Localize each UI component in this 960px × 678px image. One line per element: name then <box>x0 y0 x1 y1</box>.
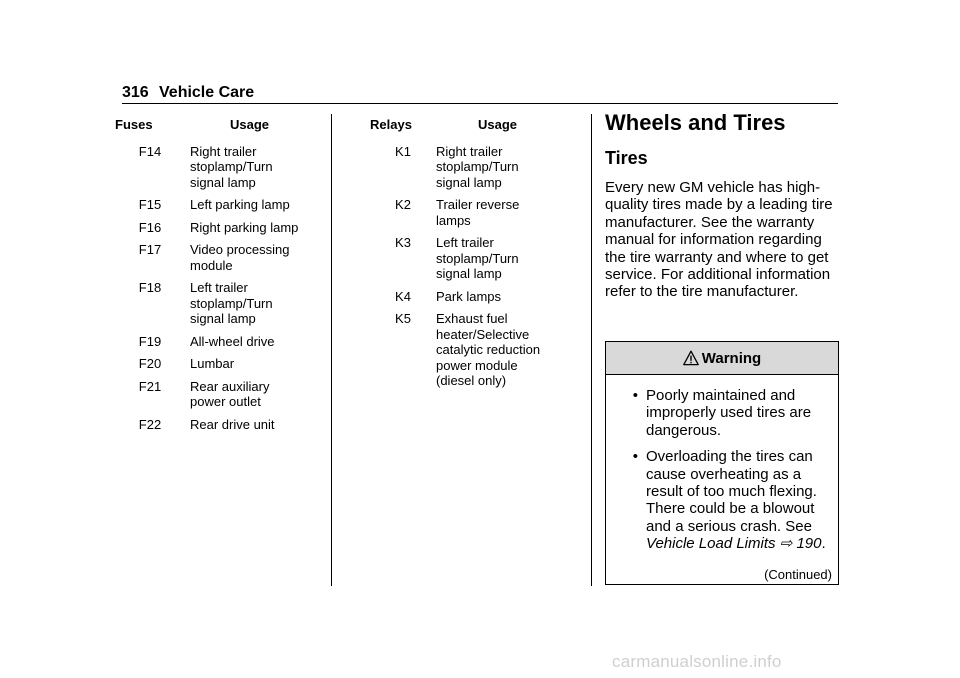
warning-label: Warning <box>701 349 762 367</box>
table-row <box>113 417 360 440</box>
usage-line: stoplamp/Turn <box>190 159 273 174</box>
usage-line: stoplamp/Turn <box>436 159 519 174</box>
table-row <box>113 144 360 198</box>
usage-line: signal lamp <box>436 174 502 190</box>
table-row <box>370 144 613 198</box>
bullet-glyph: • <box>632 387 638 404</box>
row-usage <box>187 220 360 243</box>
row-id: F15 <box>138 197 162 212</box>
usage-line: heater/Selective <box>436 326 530 342</box>
tires-subtitle: Tires <box>605 148 648 168</box>
usage-line: stoplamp/Turn <box>190 295 273 311</box>
table-row <box>113 220 360 243</box>
row-id: K2 <box>395 197 411 212</box>
warning-icon <box>683 350 699 366</box>
row-usage <box>187 197 360 220</box>
usage-line: Trailer reverse <box>436 197 520 212</box>
wheels-title: Wheels and Tires <box>605 110 786 135</box>
usage-line: Right parking lamp <box>190 219 299 235</box>
relays-body <box>370 144 613 396</box>
usage-line: signal lamp <box>436 266 502 281</box>
usage-line: Video processing <box>190 242 290 257</box>
row-usage <box>187 379 360 417</box>
row-id: K3 <box>395 235 411 250</box>
usage-line: signal lamp <box>190 174 256 190</box>
usage-line: Lumbar <box>190 356 235 371</box>
table-row <box>113 280 360 334</box>
page-header <box>122 84 838 104</box>
wheels-section <box>605 108 840 301</box>
relays-table <box>370 117 613 396</box>
relays-header-id: Relays <box>370 117 412 132</box>
section-title: Vehicle Care <box>159 84 255 101</box>
row-id: F21 <box>138 378 162 394</box>
table-row <box>370 235 613 289</box>
fuses-body <box>113 144 360 440</box>
row-usage <box>187 417 360 440</box>
table-row <box>113 197 360 220</box>
row-usage <box>436 197 613 235</box>
page-number: 316 <box>122 84 149 101</box>
table-row <box>370 197 613 235</box>
row-id: F16 <box>138 219 162 235</box>
usage-line: stoplamp/Turn <box>436 250 519 266</box>
bullet-text <box>646 448 830 552</box>
warning-body <box>606 375 838 553</box>
row-usage <box>436 289 613 312</box>
cross-reference-link[interactable]: Vehicle Load Limits <box>646 535 776 553</box>
table-row <box>113 242 360 280</box>
continued-note: (Continued) <box>764 567 832 582</box>
row-id: K1 <box>395 143 411 159</box>
usage-line: (diesel only) <box>436 373 507 388</box>
warning-bullet <box>606 448 830 552</box>
warning-header <box>606 342 838 375</box>
usage-line: signal lamp <box>190 311 256 326</box>
usage-line: Right trailer <box>190 143 257 159</box>
fuses-header-id: Fuses <box>115 117 153 132</box>
row-usage <box>187 144 360 198</box>
usage-line: Left trailer <box>190 280 248 295</box>
header-rule <box>122 103 838 104</box>
bullet-tail: . <box>821 535 826 553</box>
table-row <box>113 334 360 357</box>
bullet-text: Poorly maintained and improperly used tires are dangerous. <box>646 387 812 439</box>
row-id: F18 <box>138 280 162 295</box>
usage-line: power outlet <box>190 394 261 409</box>
usage-line: Left trailer <box>436 235 494 250</box>
row-id: F17 <box>138 242 162 257</box>
tires-paragraph: Every new GM vehicle has high-quality tires made by a leading tire manufacturer. See the warranty manual for information regarding the tire warranty and where to get service. For additional information refer to the tire manufacturer. <box>605 179 833 301</box>
usage-line: lamps <box>436 212 471 228</box>
usage-line: power module <box>436 357 518 373</box>
table-row <box>370 311 613 396</box>
row-id: F20 <box>138 356 162 371</box>
row-id: K4 <box>395 288 411 304</box>
usage-line: Park lamps <box>436 288 502 304</box>
row-usage <box>436 235 613 289</box>
bullet-text-main: Overloading the tires can cause overheating as a result of too much flexing. There could be a blowout and a serious crash. See <box>646 448 817 535</box>
table-row <box>113 379 360 417</box>
usage-line: Rear drive unit <box>190 416 275 432</box>
row-id: F14 <box>138 143 162 159</box>
fuses-table <box>113 117 360 439</box>
usage-line: Right trailer <box>436 143 503 159</box>
warning-bullet <box>606 387 830 439</box>
row-usage <box>436 144 613 198</box>
row-usage <box>436 311 613 396</box>
table-row <box>113 356 360 379</box>
usage-line: Rear auxiliary <box>190 378 270 394</box>
usage-line: Exhaust fuel <box>436 311 508 326</box>
warning-box <box>605 341 839 585</box>
usage-line: All-wheel drive <box>190 333 275 349</box>
row-usage <box>187 334 360 357</box>
page-arrow-icon: ⇨ <box>779 535 793 553</box>
row-usage <box>187 242 360 280</box>
row-usage <box>187 280 360 334</box>
relays-header-usage: Usage <box>478 117 518 132</box>
bullet-glyph: • <box>632 448 638 466</box>
table-row <box>370 289 613 312</box>
usage-line: module <box>190 257 233 273</box>
usage-line: catalytic reduction <box>436 342 541 357</box>
row-id: F19 <box>138 333 162 349</box>
row-id: K5 <box>395 311 411 326</box>
watermark: carmanualsonline.info <box>612 652 782 671</box>
row-id: F22 <box>138 416 162 432</box>
fuses-header-usage: Usage <box>230 117 270 132</box>
usage-line: Left parking lamp <box>190 197 290 212</box>
reference-page[interactable]: 190 <box>796 535 822 553</box>
row-usage <box>187 356 360 379</box>
